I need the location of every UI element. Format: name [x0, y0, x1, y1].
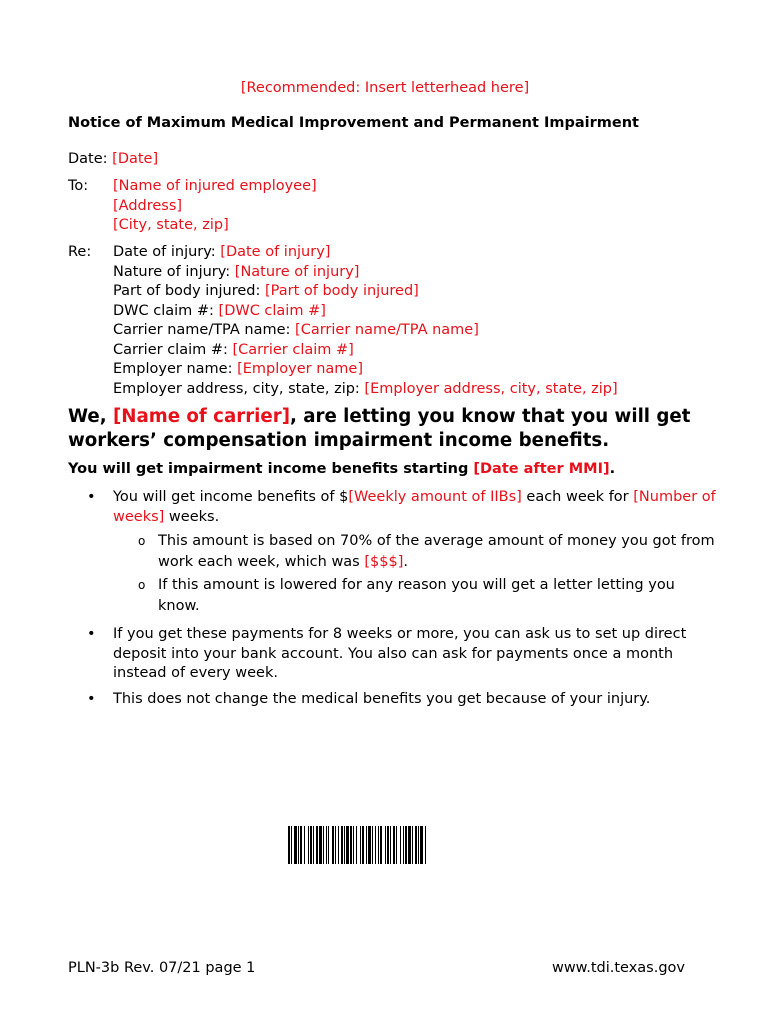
list-item	[68, 531, 718, 573]
re-employer-address	[113, 380, 618, 400]
bullet-icon: •	[87, 489, 96, 505]
barcode-graphic	[288, 826, 506, 864]
list-item	[68, 488, 718, 527]
re-part-of-body-value: [Part of body injured]	[265, 283, 419, 299]
list-item	[68, 575, 718, 617]
re-dwc-claim-label: DWC claim #:	[113, 302, 219, 319]
list-item	[68, 690, 718, 710]
carrier-name-placeholder: [Name of carrier]	[113, 406, 291, 427]
re-employer-name-label: Employer name:	[113, 361, 238, 377]
to-label: To:	[68, 178, 89, 194]
re-carrier-name	[113, 321, 618, 341]
document-title: Notice of Maximum Medical Improvement and Permanent Impairment	[68, 115, 639, 131]
number-of-weeks-placeholder: [Number of weeks]	[113, 489, 716, 525]
re-nature-of-injury	[113, 263, 618, 283]
recipient-block	[113, 177, 317, 236]
b1-mid: each week for	[521, 489, 634, 505]
re-dwc-claim-value: [DWC claim #]	[218, 302, 326, 319]
letterhead-placeholder: [Recommended: Insert letterhead here]	[240, 80, 530, 96]
date-label: Date:	[68, 151, 113, 167]
re-date-of-injury-value: [Date of injury]	[220, 244, 331, 260]
re-dwc-claim	[113, 302, 618, 322]
re-employer-name	[113, 360, 618, 380]
medical-benefits-text: This does not change the medical benefits you get because of your injury.	[113, 690, 651, 707]
sub2-text: If this amount is lowered for any reason you will get a letter letting you know.	[158, 577, 675, 614]
re-employer-address-value: [Employer address, city, state, zip]	[364, 380, 618, 397]
re-nature-of-injury-value: [Nature of injury]	[234, 263, 360, 280]
headline-pre: We,	[68, 406, 113, 427]
date-value: [Date]	[112, 151, 159, 167]
recipient-address: [Address]	[113, 197, 183, 214]
re-employer-name-value: [Employer name]	[237, 361, 363, 377]
re-carrier-name-label: Carrier name/TPA name:	[113, 322, 296, 338]
recipient-name: [Name of injured employee]	[113, 178, 317, 194]
average-wage-placeholder: [$$$]	[364, 554, 404, 570]
subhead-text: You will get impairment income benefits starting	[68, 461, 474, 477]
re-carrier-claim	[113, 341, 618, 361]
reference-block	[113, 243, 618, 399]
bullet-icon: •	[87, 690, 96, 707]
b1-pre: You will get income benefits of $	[113, 489, 349, 505]
sub1-post: .	[403, 554, 408, 570]
benefit-details-list	[68, 488, 718, 709]
sub-bullet-icon: o	[138, 534, 146, 548]
re-carrier-name-value: [Carrier name/TPA name]	[295, 322, 479, 338]
re-carrier-claim-label: Carrier claim #:	[113, 341, 233, 358]
re-label: Re:	[68, 244, 92, 260]
benefits-start-line	[68, 461, 615, 477]
re-date-of-injury	[113, 243, 618, 263]
headline-post: , are letting you know that you will get workers’ compensation impairment income benefits.	[68, 406, 691, 451]
weekly-amount-placeholder: [Weekly amount of IIBs]	[348, 489, 522, 505]
footer-form-id: PLN-3b Rev. 07/21 page 1	[68, 960, 256, 976]
re-part-of-body-label: Part of body injured:	[113, 283, 265, 299]
start-date-placeholder: [Date after MMI]	[473, 461, 610, 477]
re-nature-of-injury-label: Nature of injury:	[113, 263, 235, 280]
b1-post: weeks.	[164, 508, 220, 525]
re-carrier-claim-value: [Carrier claim #]	[232, 341, 354, 358]
benefits-headline	[68, 405, 708, 453]
subhead-end: .	[609, 461, 616, 477]
re-employer-address-label: Employer address, city, state, zip:	[113, 380, 365, 397]
recipient-city-state-zip: [City, state, zip]	[113, 217, 229, 233]
barcode	[288, 826, 506, 864]
re-date-of-injury-label: Date of injury:	[113, 244, 221, 260]
date-line	[68, 150, 158, 170]
sub1-pre: This amount is based on 70% of the average amount of money you got from work each week, which was	[158, 533, 715, 570]
sub-bullet-icon: o	[138, 578, 146, 592]
direct-deposit-text: If you get these payments for 8 weeks or more, you can ask us to set up direct deposit into your bank account. You also can ask for payments once a month instead of every week.	[113, 626, 687, 681]
list-item	[68, 625, 718, 684]
footer-website: www.tdi.texas.gov	[551, 960, 685, 976]
bullet-icon: •	[87, 626, 96, 642]
re-part-of-body	[113, 282, 618, 302]
